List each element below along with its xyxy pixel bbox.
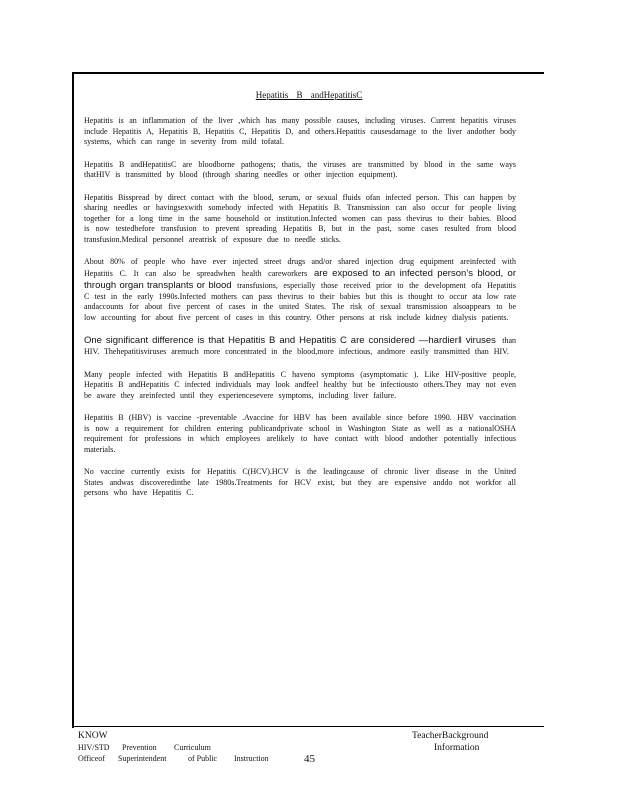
footer-curriculum-row bbox=[78, 742, 308, 753]
footer-know: KNOW bbox=[78, 731, 108, 741]
footer-office-of: Officeof bbox=[78, 754, 105, 763]
footer-instruction: Instruction bbox=[234, 754, 269, 763]
footer-teacher-background: TeacherBackground bbox=[412, 731, 489, 741]
footer-left bbox=[78, 730, 308, 764]
paragraph-hep-c-part-2: are exposed to an infected person’s blood, or through organ transplants or blood bbox=[84, 267, 517, 291]
paragraph-intro: Hepatitis is an inflammation of the liver ,which has many possible causes, including viruses. Current hepatitis viruses include Hepatitis A, Hepatitis B, Hepatitis C, Hepatitis D, and others.Hepatitis causesdamage to the liver andother body systems, which can range in severity from mild tofatal. bbox=[84, 116, 516, 146]
paragraph-asymptomatic: Many people infected with Hepatitis B andHepatitis C haveno symptoms (asymptomatic ). Like HIV-positive people, Hepatitis B andHepatitis C infected individuals may look andfeel healthy but be infectiousto others.They may not even be aware they areinfected until they experiencesevere symptoms, including liver failure. bbox=[84, 369, 516, 400]
footer-of-public: of Public bbox=[188, 754, 218, 763]
paragraph-hep-c-part-1: About 80% of people who have ever injected street drugs and/or shared injection drug equipment areinfected with Hepatitis C. It can also be spreadwhen health careworkers bbox=[84, 257, 516, 278]
paragraph-hardier-part-1: One significant difference is that Hepatitis B and Hepatitis C are considered ―hardier‖ viruses bbox=[84, 335, 496, 346]
top-rule bbox=[72, 72, 544, 74]
left-rule bbox=[72, 72, 74, 728]
paragraph-hardier bbox=[84, 335, 516, 358]
paragraph-bloodborne: Hepatitis B andHepatitisC are bloodborne pathogens; thatis, the viruses are transmitted by blood in the same ways thatHIV is transmitted by blood (through sharing needles or other injection equipment). bbox=[84, 159, 516, 179]
paragraph-hep-c-spread bbox=[84, 257, 516, 323]
page-title: Hepatitis B andHepatitisC bbox=[255, 90, 363, 100]
footer-right bbox=[412, 730, 522, 754]
page-number: 45 bbox=[304, 753, 315, 765]
paragraph-hep-c-part-3: transfusions, especially those received prior to the development ofa Hepatitis C test in the early 1990s.Infected mothers can pass thevirus to their babies but this is thought to occur ata low rate andaccounts for about five percent of cases in the united States. The risk of sexual transmission alsoappears to be low accounting for about five percent of cases in this country. Other persons at risk include kidney dialysis patients. bbox=[84, 280, 517, 322]
footer-hiv-std: HIV/STD bbox=[78, 743, 110, 752]
paragraph-hardier-part-2: than HIV. Thehepatitisviruses aremuch more concentrated in the blood,more infectious, andmore easily transmitted than HIV. bbox=[84, 336, 517, 356]
footer-information: Information bbox=[434, 743, 480, 753]
paragraph-hcv: No vaccine currently exists for Hepatitis C(HCV).HCV is the leadingcause of chronic liver disease in the United States andwas discoveredinthe late 1980s.Treatments for HCV exist, but they are expensive anddo not workfor all persons who have Hepatitis C. bbox=[84, 467, 516, 497]
body-text bbox=[84, 116, 516, 511]
paragraph-hbv-vaccine: Hepatitis B (HBV) is vaccine -preventable .Avaccine for HBV has been available since before 1990. HBV vaccination is now a requirement for children entering publicandprivate school in Washington State as well as a nationalOSHA requirement for professions in which employees arelikely to have contact with blood andother potentially infectious materials. bbox=[84, 413, 516, 454]
bottom-rule bbox=[72, 726, 544, 727]
footer-curriculum: Curriculum bbox=[174, 743, 211, 752]
footer-prevention: Prevention bbox=[122, 743, 157, 752]
footer-office-row bbox=[78, 753, 308, 764]
paragraph-hep-b-spread: Hepatitis Bisspread by direct contact with the blood, serum, or sexual fluids ofan infected person. This can happen by sharing needles or havingsexwith somebody infected with Hepatitis B. Transmission can also occur for people living together for a long time in the same household or institution.Infected women can pass thevirus to their babies. Blood is now testedbefore transfusion to prevent spreading Hepatitis B, but in the past, some cases resulted from blood transfusion.Medical personnel areatrisk of exposure due to needle sticks. bbox=[84, 192, 516, 244]
footer-superintendent: Superintendent bbox=[118, 754, 167, 763]
